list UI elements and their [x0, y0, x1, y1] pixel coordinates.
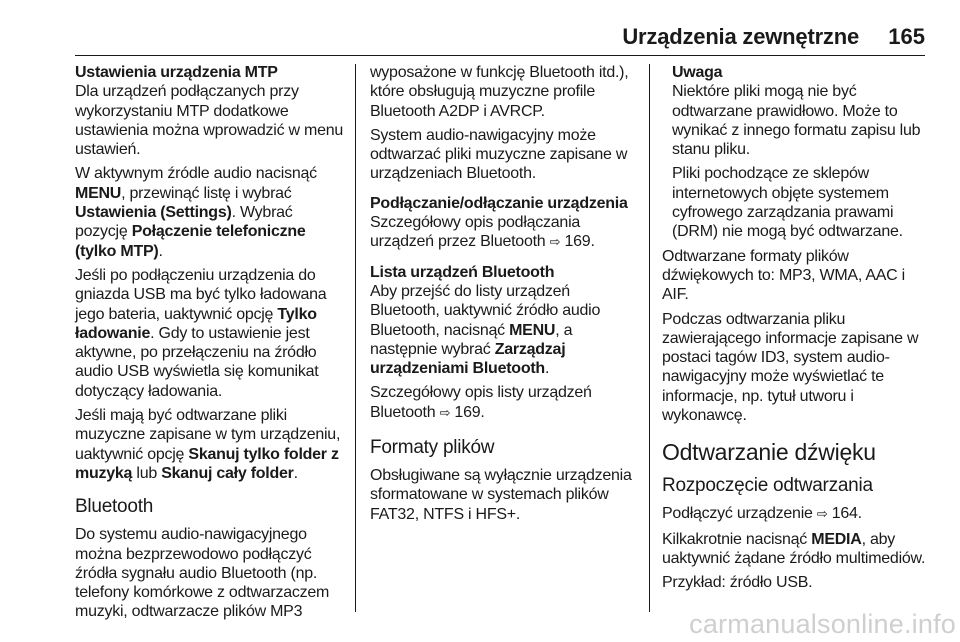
file-formats-paragraph: Obsługiwane są wyłącznie urządzenia sformatowane w systemach plików FAT32, NTFS i HFS+. — [370, 467, 632, 523]
note-box — [672, 63, 934, 242]
start-playback-heading: Rozpoczęcie odtwarzania — [662, 475, 873, 497]
connect-heading: Podłączanie/odłączanie urządzenia — [370, 194, 628, 212]
text: , przewinąć listę i wybrać — [121, 184, 292, 202]
media-button-paragraph — [662, 530, 934, 569]
text: Aby przejść do listy urządzeń Bluetooth, uaktywnić źródło audio Bluetooth, nacisnąć — [370, 282, 601, 339]
text: . — [544, 360, 550, 378]
charge-only-paragraph — [75, 266, 345, 401]
text: , a następnie wybrać — [370, 321, 573, 358]
scan-whole-folder-option: Skanuj cały folder — [161, 464, 294, 482]
column-3 — [662, 63, 934, 598]
text: lub — [132, 464, 162, 482]
page-reference-arrow-icon: ⇨ — [816, 507, 828, 523]
text: . Wybrać pozycję — [75, 204, 293, 241]
supported-formats-paragraph: Odtwarzane formaty plików dźwiękowych to: MP3, WMA, AAC i AIF. — [662, 247, 905, 304]
page-reference[interactable]: 169. — [450, 403, 485, 421]
header-rule — [75, 55, 925, 56]
column-2 — [370, 63, 638, 529]
page-reference[interactable]: 164. — [827, 505, 862, 523]
column-divider-2 — [649, 64, 650, 612]
page-header — [75, 0, 925, 56]
text: . Gdy to ustawienie jest aktywne, po przełączeniu na źródło audio USB wyświetla się komunikat dotyczący ładowania. — [75, 324, 319, 400]
bluetooth-profiles-paragraph: wyposażone w funkcję Bluetooth itd.), które obsługują muzyczne profile Bluetooth A2DP i AVRCP. — [370, 64, 629, 120]
column-divider-1 — [355, 64, 356, 612]
page-number: 165 — [888, 24, 925, 49]
text: Szczegółowy opis listy urządzeń Bluetooth — [370, 384, 592, 421]
bluetooth-heading: Bluetooth — [75, 496, 154, 518]
id3-tags-paragraph: Podczas odtwarzania pliku zawierającego informacje zapisane w postaci tagów ID3, system audio-nawigacyjny może wyświetlać te informacje, np. tytuł utworu i wykonawcę. — [662, 310, 919, 425]
connect-paragraph — [370, 213, 638, 253]
page-reference-arrow-icon: ⇨ — [549, 235, 561, 251]
device-list-heading: Lista urządzeń Bluetooth — [370, 263, 555, 281]
menu-button-label: MENU — [509, 321, 556, 339]
audio-playback-heading: Odtwarzanie dźwięku — [662, 439, 876, 466]
column-1 — [75, 63, 345, 627]
page-title: Urządzenia zewnętrzne — [622, 24, 859, 49]
page-reference-arrow-icon: ⇨ — [439, 405, 451, 421]
mtp-menu-paragraph — [75, 164, 345, 260]
phone-connection-option: Połączenie telefoniczne (tylko MTP) — [75, 223, 306, 260]
text: Kilkakrotnie nacisnąć — [662, 530, 812, 548]
text: . — [293, 464, 298, 482]
text: Szczegółowy opis podłączania urządzeń przez Bluetooth — [370, 214, 581, 251]
scan-folder-paragraph — [75, 406, 345, 483]
text: . — [158, 242, 163, 260]
charge-only-option: Tylko ładowanie — [75, 305, 317, 342]
watermark: carmanualsonline.info — [689, 609, 956, 639]
note-paragraph-2: Pliki pochodzące ze sklepów internetowych objęte systemem cyfrowego zarządzania prawami (DRM) nie mogą być odtwarzane. — [672, 165, 903, 241]
bluetooth-playback-paragraph: System audio-nawigacyjny może odtwarzać pliki muzyczne zapisane w urządzeniach Bluetooth. — [370, 126, 628, 183]
note-paragraph-1: Niektóre pliki mogą nie być odtwarzane prawidłowo. Może to wynikać z innego formatu zapisu lub stanu pliku. — [672, 83, 921, 159]
device-list-reference-paragraph — [370, 383, 638, 423]
text: Podłączyć urządzenie — [662, 505, 817, 523]
device-list-paragraph — [370, 282, 638, 378]
menu-button-label: MENU — [75, 184, 122, 202]
page-reference[interactable]: 169. — [560, 233, 595, 251]
text: Jeśli mają być odtwarzane pliki muzyczne zapisane w tym urządzeniu, uaktywnić opcję — [75, 407, 341, 463]
file-formats-heading: Formaty plików — [370, 437, 495, 459]
manage-devices-option: Zarządzaj urządzeniami Bluetooth — [370, 340, 566, 378]
text: Jeśli po podłączeniu urządzenia do gniazda USB ma być tylko ładowana jego bateria, uaktywnić opcję — [75, 266, 327, 323]
connect-device-paragraph — [662, 504, 934, 524]
scan-music-folder-option: Skanuj tylko folder z muzyką — [75, 445, 339, 482]
bluetooth-intro: Do systemu audio-nawigacyjnego można bezprzewodowo podłączyć źródła sygnału audio Bluetooth (np. telefony komórkowe z odtwarzaczem muzyki, odtwarzacze plików MP3 — [75, 526, 330, 621]
text: W aktywnym źródle audio nacisnąć — [75, 165, 317, 183]
settings-option: Ustawienia (Settings) — [75, 204, 232, 222]
note-title: Uwaga — [672, 64, 723, 81]
mtp-heading: Ustawienia urządzenia MTP — [75, 64, 278, 81]
text: , aby uaktywnić żądane źródło multimediów. — [662, 530, 926, 567]
media-button-label: MEDIA — [811, 530, 862, 548]
example-paragraph: Przykład: źródło USB. — [662, 574, 813, 592]
mtp-intro: Dla urządzeń podłączanych przy wykorzystaniu MTP dodatkowe ustawienia można wprowadzić w menu ustawień. — [75, 83, 344, 159]
